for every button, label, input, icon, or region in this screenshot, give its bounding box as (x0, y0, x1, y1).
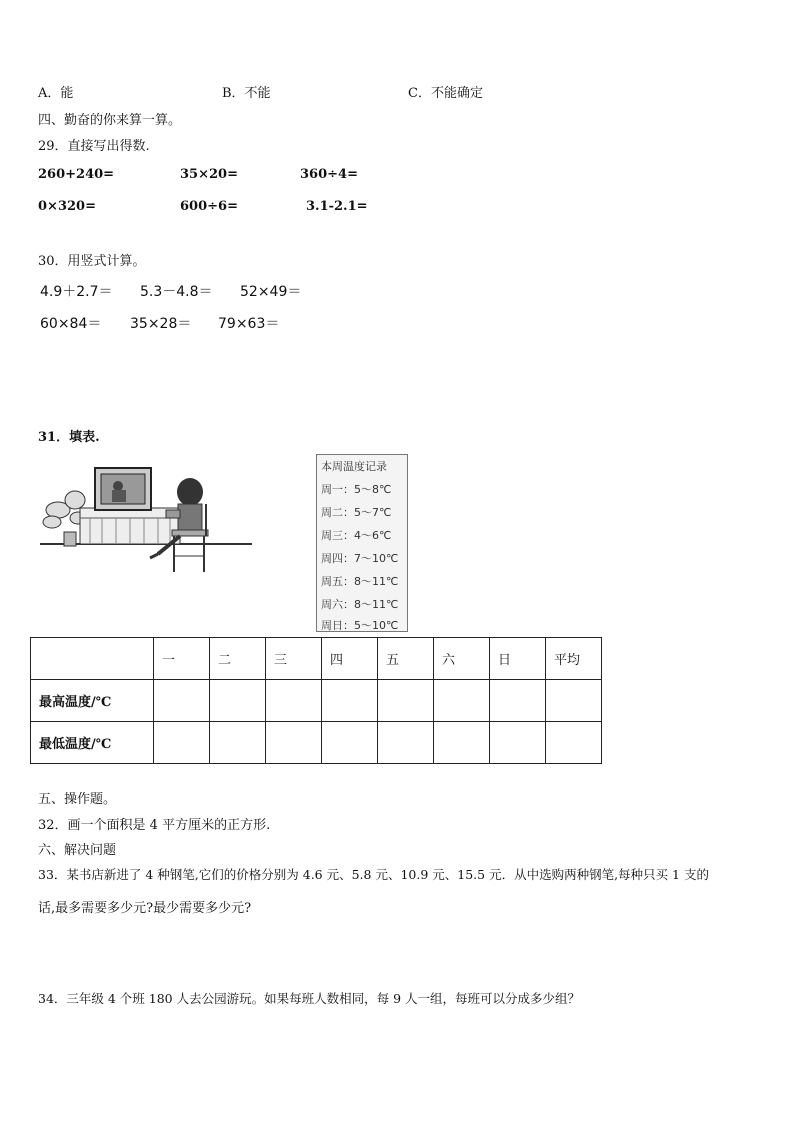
q30-item: 5.3－4.8＝ (140, 284, 213, 300)
record-line: 周六：8～11℃ (321, 598, 399, 611)
record-line: 周五：8～11℃ (321, 575, 399, 588)
answer-cell[interactable] (378, 680, 434, 722)
q29-item: 0×320= (38, 199, 96, 214)
table-header-cell: 日 (490, 638, 546, 680)
table-header-cell: 三 (266, 638, 322, 680)
answer-cell[interactable] (154, 722, 210, 764)
answer-cell[interactable] (266, 680, 322, 722)
table-row (31, 680, 602, 722)
answer-cell[interactable] (378, 722, 434, 764)
q30-item: 52×49＝ (240, 284, 302, 300)
table-header-cell: 六 (434, 638, 490, 680)
section-4-title: 四、勤奋的你来算一算。 (38, 113, 182, 128)
section-6-title: 六、解决问题 (38, 843, 117, 858)
q29-item: 3.1-2.1= (306, 199, 368, 214)
q29-item: 360÷4= (300, 167, 358, 182)
q31-title: 31．填表. (38, 430, 100, 445)
record-line: 周一：5～8℃ (321, 483, 392, 496)
row-label-min: 最低温度/℃ (31, 722, 154, 764)
answer-cell[interactable] (322, 722, 378, 764)
weekly-temperature-record (316, 454, 408, 632)
q29-item: 260+240= (38, 167, 115, 182)
q33-text: 33．某书店新进了 4 种钢笔,它们的价格分别为 4.6 元、5.8 元、10.9 元、15.5 元．从中选购两种钢笔,每种只买 1 支的 (38, 867, 709, 882)
q30-item: 35×28＝ (130, 316, 192, 332)
q32-text: 32．画一个面积是 4 平方厘米的正方形. (38, 818, 271, 833)
answer-cell[interactable] (434, 680, 490, 722)
answer-cell[interactable] (266, 722, 322, 764)
answer-cell[interactable] (210, 680, 266, 722)
q29-item: 35×20= (180, 167, 238, 182)
record-line: 周日：5～10℃ (321, 619, 399, 632)
record-title: 本周温度记录 (321, 460, 387, 473)
table-row (31, 722, 602, 764)
q30-item: 4.9＋2.7＝ (40, 284, 113, 300)
table-header-row (31, 638, 602, 680)
q30-item: 79×63＝ (218, 316, 280, 332)
table-header-cell: 五 (378, 638, 434, 680)
q29-item: 600÷6= (180, 199, 238, 214)
option-a: A．能 (38, 86, 74, 101)
table-header-cell: 一 (154, 638, 210, 680)
table-header-cell (31, 638, 154, 680)
answer-cell[interactable] (546, 680, 602, 722)
answer-cell[interactable] (490, 722, 546, 764)
answer-cell[interactable] (322, 680, 378, 722)
section-5-title: 五、操作题。 (38, 792, 117, 807)
record-line: 周二：5～7℃ (321, 506, 392, 519)
table-header-cell: 四 (322, 638, 378, 680)
record-line: 周四：7～10℃ (321, 552, 399, 565)
record-line: 周三：4～6℃ (321, 529, 392, 542)
q29-title: 29．直接写出得数. (38, 139, 150, 154)
answer-cell[interactable] (434, 722, 490, 764)
q34-text: 34．三年级 4 个班 180 人去公园游玩。如果每班人数相同，每 9 人一组，每班可以分成多少组？ (38, 991, 581, 1006)
option-b: B．不能 (222, 86, 271, 101)
answer-cell[interactable] (154, 680, 210, 722)
table-header-cell: 平均 (546, 638, 602, 680)
q30-item: 60×84＝ (40, 316, 102, 332)
answer-cell[interactable] (490, 680, 546, 722)
answer-cell[interactable] (210, 722, 266, 764)
answer-cell[interactable] (546, 722, 602, 764)
q30-title: 30．用竖式计算。 (38, 254, 146, 269)
option-c: C．不能确定 (408, 86, 483, 101)
boy-watching-tv-illustration (40, 460, 255, 575)
q33-text-cont: 话,最多需要多少元?最少需要多少元? (38, 901, 252, 916)
table-header-cell: 二 (210, 638, 266, 680)
row-label-max: 最高温度/℃ (31, 680, 154, 722)
temperature-table (30, 637, 602, 764)
